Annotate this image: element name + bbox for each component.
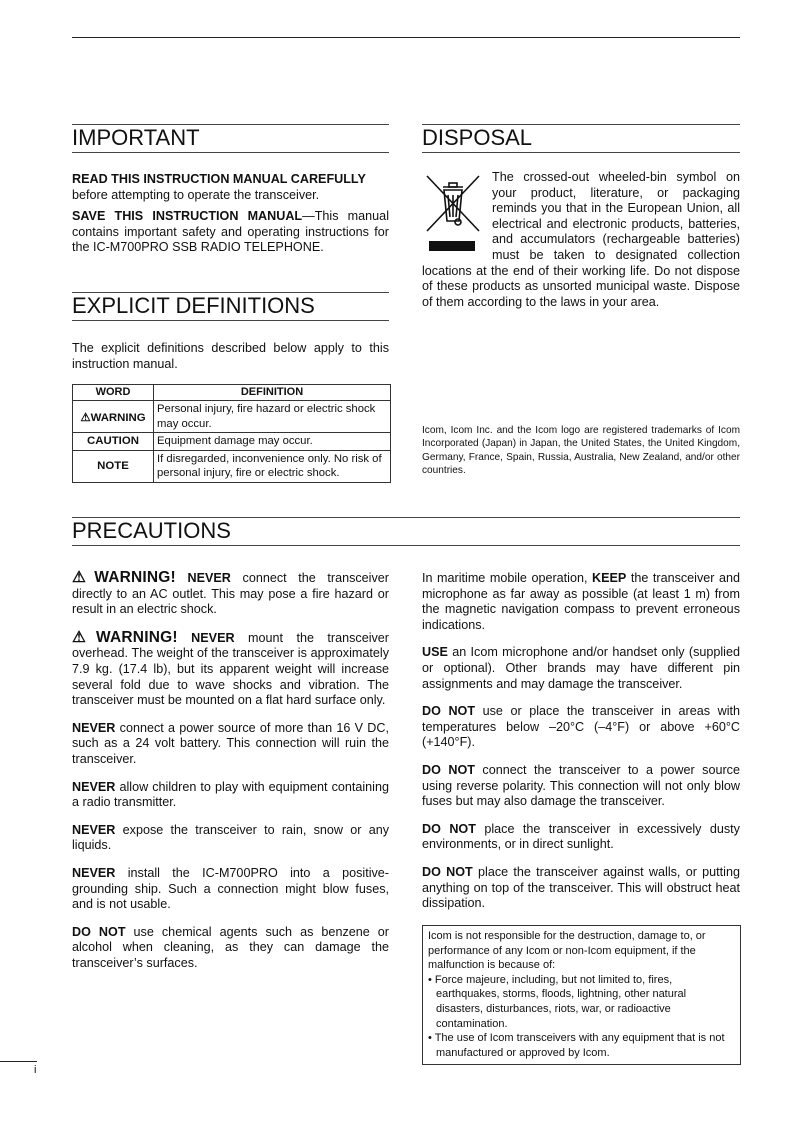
- word-caution: CAUTION: [73, 433, 154, 451]
- important-paragraph-2: SAVE THIS INSTRUCTION MANUAL—This manual contains important safety and operating instructions for the IC-M700PRO SSB RADIO TELEPHONE.: [72, 209, 389, 255]
- list-item: DO NOT use or place the transceiver in areas with temperatures below –20°C (–4°F) or above +60°C (+140°F).: [422, 704, 740, 750]
- explicit-intro: The explicit definitions described below apply to this instruction manual.: [72, 341, 389, 371]
- list-item: DO NOT place the transceiver in excessively dusty environments, or in direct sunlight.: [422, 821, 740, 852]
- liability-bullet: • The use of Icom transceivers with any equipment that is not manufactured or approved by Icom.: [428, 1032, 725, 1059]
- definitions-table: [72, 384, 391, 483]
- precautions-heading: PRECAUTIONS: [72, 517, 740, 546]
- trademark-notice: Icom, Icom Inc. and the Icom logo are registered trademarks of Icom Incorporated (Japan) in Japan, the United States, the United Kingdom, Germany, France, Spain, Russia, Australia, New Zealand, and/or other countries.: [422, 425, 740, 476]
- disposal-heading: DISPOSAL: [422, 124, 740, 153]
- top-rule: [72, 37, 740, 38]
- page-number-rule: [0, 1061, 37, 1062]
- page-number: i: [34, 1064, 37, 1076]
- list-item: In maritime mobile operation, KEEP the transceiver and microphone as far away as possible (at least 1 m) from the magnetic navigation compass to prevent erroneous indications.: [422, 571, 741, 632]
- table-row: [73, 450, 391, 482]
- precautions-left-column: [72, 570, 389, 971]
- important-paragraph-1: READ THIS INSTRUCTION MANUAL CAREFULLY before attempting to operate the transceiver.: [72, 172, 366, 202]
- important-section: [72, 172, 389, 256]
- table-row: [73, 401, 391, 433]
- list-item: DO NOT place the transceiver against walls, or putting anything on top of the transceiver. This will obstruct heat dissipation.: [422, 864, 740, 911]
- list-item: NEVER install the IC-M700PRO into a positive-grounding ship. Such a connection might blow fuses, and is not usable.: [72, 865, 389, 912]
- disposal-text: The crossed-out wheeled-bin symbol on your product, literature, or packaging reminds you that in the European Union, all electrical and electronic products, batteries, and accumulators (rechargeable batteries) must be taken to designated collection locations at the end of their working life. Do not dispose of these products as unsorted municipal waste. Dispose of them according to the laws in your area.: [422, 170, 740, 309]
- list-item: DO NOT connect the transceiver to a power source using reverse polarity. This connection will not only blow fuses but may also damage the transceiver.: [422, 762, 740, 809]
- list-item: DO NOT use chemical agents such as benzene or alcohol when cleaning, as they can damage the transceiver’s surfaces.: [72, 924, 389, 970]
- word-note: NOTE: [73, 450, 154, 482]
- liability-bullet: • Force majeure, including, but not limited to, fires, earthquakes, storms, floods, lightning, other natural disasters, disturbances, riots, war, or radioactive contamination.: [428, 973, 687, 1030]
- definition-caution: Equipment damage may occur.: [154, 433, 391, 451]
- list-item: NEVER allow children to play with equipment containing a radio transmitter.: [72, 779, 389, 810]
- liability-intro: Icom is not responsible for the destruction, damage to, or performance of any Icom or non-Icom equipment, if the malfunction is because of:: [428, 930, 706, 972]
- list-item: USE an Icom microphone and/or handset only (supplied or optional). Other brands may have different pin assignments and may damage the transceiver.: [422, 645, 740, 691]
- crossed-out-wheeled-bin-icon: [422, 171, 484, 259]
- list-item: NEVER expose the transceiver to rain, snow or any liquids.: [72, 822, 389, 853]
- warning-overhead-mount: ⚠WARNING! NEVER mount the transceiver overhead. The weight of the transceiver is approximately 7.9 kg. (17.4 lb), but its apparent weight will increase several fold due to wave shocks and vibration. The transceiver must be mounted on a flat hard surface only.: [72, 628, 389, 708]
- col-definition-header: DEFINITION: [154, 385, 391, 401]
- disposal-section: [422, 170, 740, 310]
- definition-note: If disregarded, inconvenience only. No risk of personal injury, fire or electric shock.: [154, 450, 391, 482]
- table-row: [73, 433, 391, 451]
- warning-ac-outlet: ⚠WARNING! NEVER connect the transceiver directly to an AC outlet. This may pose a fire hazard or result in an electric shock.: [72, 569, 389, 617]
- precautions-right-column: [422, 571, 740, 912]
- definition-warning: Personal injury, fire hazard or electric shock may occur.: [154, 401, 391, 433]
- list-item: NEVER connect a power source of more than 16 V DC, such as a 24 volt battery. This connection will ruin the transceiver.: [72, 720, 389, 766]
- word-warning: ⚠WARNING: [73, 401, 154, 433]
- table-header-row: [73, 385, 391, 401]
- liability-note-box: [422, 925, 741, 1065]
- col-word-header: WORD: [73, 385, 154, 401]
- explicit-definitions-heading: EXPLICIT DEFINITIONS: [72, 292, 389, 321]
- important-heading: IMPORTANT: [72, 124, 389, 153]
